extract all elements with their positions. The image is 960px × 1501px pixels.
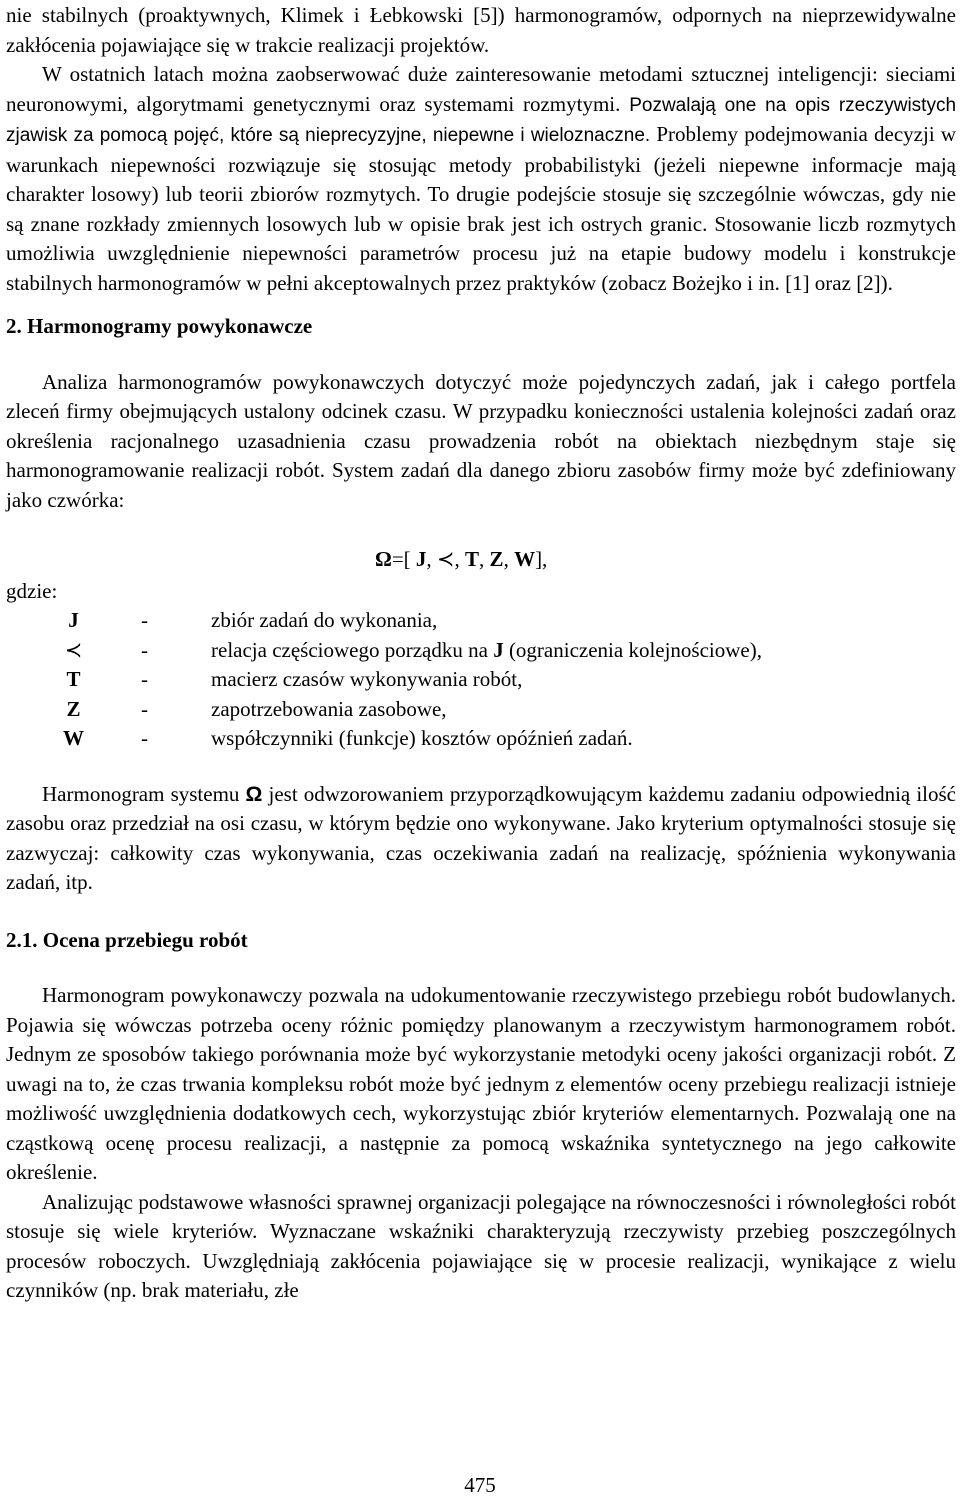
definition-row <box>6 695 762 725</box>
definition-symbol: T <box>66 667 81 691</box>
paragraph-ai-intro: W ostatnich latach można zaobserwować duże zainteresowanie metodami sztucznej inteligencji: sieciami neuronowymi, algorytmami genetycznymi oraz systemami rozmytymi. <box>6 62 956 116</box>
paragraph-ai-methods <box>6 60 956 298</box>
where-label: gdzie: <box>6 578 58 603</box>
section-heading-2-1: 2.1. Ocena przebiegu robót <box>6 927 248 952</box>
definition-dash: - <box>141 696 148 721</box>
definitions-list <box>6 606 762 754</box>
page-number: 475 <box>464 1473 496 1497</box>
document-page <box>6 0 956 1306</box>
paragraph-ai-problems: Problemy podejmowania decyzji w warunkach niepewności rozwiązuje się stosując metody probabilistyki (jeżeli niepewne informacje mają charakter losowy) lub teorii zbiorów rozmytych. <box>6 122 956 206</box>
section-heading-2: 2. Harmonogramy powykonawcze <box>6 314 313 338</box>
definition-row <box>6 636 762 666</box>
definition-text: zbiór zadań do wykonania, <box>211 608 438 632</box>
definition-row <box>6 606 762 636</box>
paragraph-ai-fuzzy: To drugie podejście stosuje się szczególnie wówczas, gdy nie są znane rozkłady zmiennych losowych lub w opisie brak jest ich ostrych granic. Stosowanie liczb rozmytych umożliwia uwzględnienie niepewności parametrów procesu już na etapie budowy modelu i konstrukcje stabilnych harmonogramów w pełni akceptowalnych przez praktyków (zobacz Bożejko i in. [1] oraz [2]). <box>6 182 956 295</box>
definition-symbol: ≺ <box>64 637 83 662</box>
paragraph-post-schedule: Harmonogram powykonawczy pozwala na udokumentowanie rzeczywistego przebiegu robót budowlanych. Pojawia się wówczas potrzeba oceny różnic pomiędzy planowanym a rzeczywistym harmonogramem robót. Jednym ze sposobów takiego porównania może być wykorzystanie metodyki oceny jakości organizacji robót. Z uwagi na to, że czas trwania kompleksu robót może być jednym z elementów oceny przebiegu realizacji istnieje możliwość uwzględnienia dodatkowych cech, wykorzystując zbiór kryteriów elementarnych. Pozwalają one na cząstkową ocenę procesu realizacji, a następnie za pomocą wskaźnika syntetycznego na jego całkowite określenie. <box>6 983 956 1184</box>
paragraph-harmonogram: Harmonogram systemu Ω jest odwzorowaniem przyporządkowującym każdemu zadaniu odpowiednią ilość zasobu oraz przedział na osi czasu, w którym będzie ono wykonywane. Jako kryterium optymalności stosuje się zazwyczaj: całkowity czas wykonywania, czas oczekiwania zadań na realizację, spóźnienia wykonywania zadań, itp. <box>6 781 957 894</box>
paragraph-analysis-criteria: Analizując podstawowe własności sprawnej organizacji polegające na równoczesności i równoległości robót stosuje się wiele kryteriów. Wyznaczane wskaźniki charakteryzują rzeczywisty przebieg poszczególnych procesów roboczych. Uwzględniają zakłócenia pojawiające się w procesie realizacji, wynikające z wielu czynników (np. brak materiału, złe <box>6 1189 956 1302</box>
intro-line: nie stabilnych (proaktywnych, Klimek i Łebkowski [5]) harmonogramów, odpornych na nieprzewidywalne zakłócenia pojawiające się w trakcie realizacji projektów. <box>6 3 956 57</box>
definition-symbol: J <box>68 608 79 632</box>
definition-dash: - <box>141 608 148 632</box>
definition-symbol: Z <box>66 696 81 721</box>
paragraph-ai-sans: Pozwalają one na opis rzeczywistych zjawisk za pomocą pojęć, które są nieprecyzyjne, niepewne i wieloznaczne. <box>6 94 957 146</box>
definition-dash: - <box>141 667 148 691</box>
definition-text: zapotrzebowania zasobowe, <box>211 696 447 721</box>
definition-row <box>6 724 762 754</box>
definition-text: współczynniki (funkcje) kosztów opóźnień zadań. <box>211 726 633 750</box>
definition-text: macierz czasów wykonywania robót, <box>211 667 523 691</box>
definition-dash: - <box>141 637 148 662</box>
definition-dash: - <box>141 726 148 750</box>
definition-row <box>6 665 762 695</box>
definition-text: relacja częściowego porządku na J (ograniczenia kolejnościowe), <box>211 637 762 662</box>
formula-omega: Ω=[ J, ≺, T, Z, W], <box>375 547 548 571</box>
definition-symbol: W <box>63 726 84 750</box>
paragraph-analysis: Analiza harmonogramów powykonawczych dotyczyć może pojedynczych zadań, jak i całego portfela zleceń firmy obejmujących ustalony odcinek czasu. W przypadku konieczności ustalenia kolejności zadań oraz określenia racjonalnego uzasadnienia czasu prowadzenia robót na obiektach niezbędnym staje się harmonogramowanie realizacji robót. System zadań dla danego zbioru zasobów firmy może być zdefiniowany jako czwórka: <box>6 369 956 512</box>
